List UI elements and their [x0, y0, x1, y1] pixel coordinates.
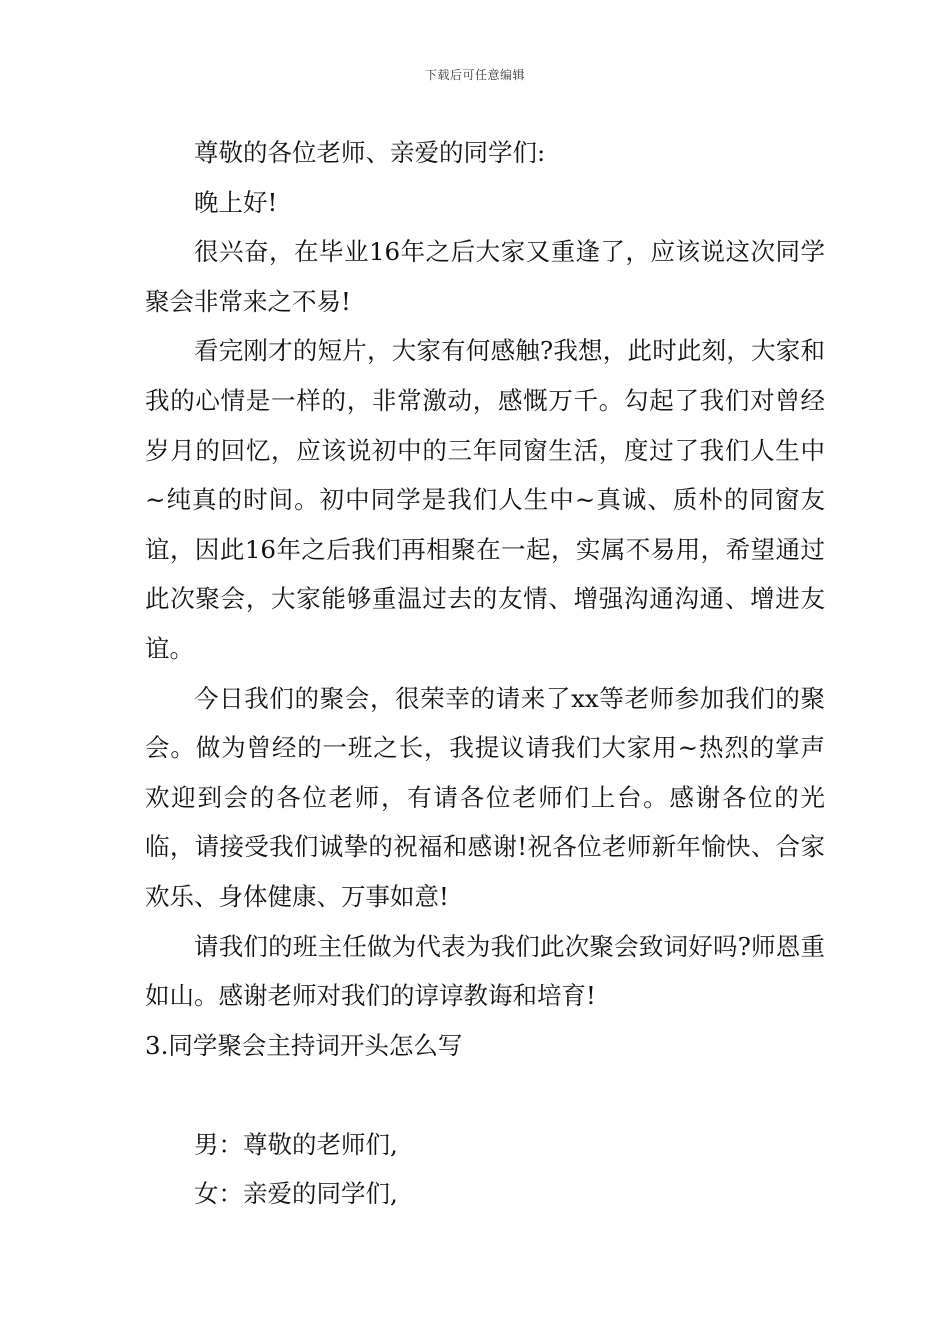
paragraph-reunion: 很兴奋，在毕业16年之后大家又重逢了，应该说这次同学聚会非常来之不易! [145, 237, 825, 316]
blank-line [145, 1070, 825, 1120]
greeting-line: 尊敬的各位老师、亲爱的同学们: [194, 138, 546, 167]
section-heading: 3.同学聚会主持词开头怎么写 [145, 1030, 463, 1060]
paragraph-head-teacher: 请我们的班主任做为代表为我们此次聚会致词好吗?师恩重如山。感谢老师对我们的谆谆教诲和培育! [145, 931, 825, 1011]
document-body [145, 128, 825, 1219]
paragraph-teachers: 今日我们的聚会，很荣幸的请来了xx等老师参加我们的聚会。做为曾经的一班之长，我提议请我们大家用~热烈的掌声欢迎到会的各位老师，有请各位老师们上台。感谢各位的光临，请接受我们诚挚的祝福和感谢!祝各位老师新年愉快、合家欢乐、身体健康、万事如意! [145, 683, 825, 911]
paragraph-memories: 看完刚才的短片，大家有何感触?我想，此时此刻，大家和我的心情是一样的，非常激动，感慨万千。勾起了我们对曾经岁月的回忆，应该说初中的三年同窗生活，度过了我们人生中~纯真的时间。初中同学是我们人生中~真诚、质朴的同窗友谊，因此16年之后我们再相聚在一起，实属不易用，希望通过此次聚会，大家能够重温过去的友情、增强沟通沟通、增进友谊。 [145, 336, 825, 663]
dialogue-female: 女：亲爱的同学们, [194, 1179, 398, 1209]
page-header: 下载后可任意编辑 [424, 68, 525, 82]
greeting-evening: 晚上好! [194, 187, 278, 217]
dialogue-male: 男：尊敬的老师们, [194, 1129, 398, 1159]
